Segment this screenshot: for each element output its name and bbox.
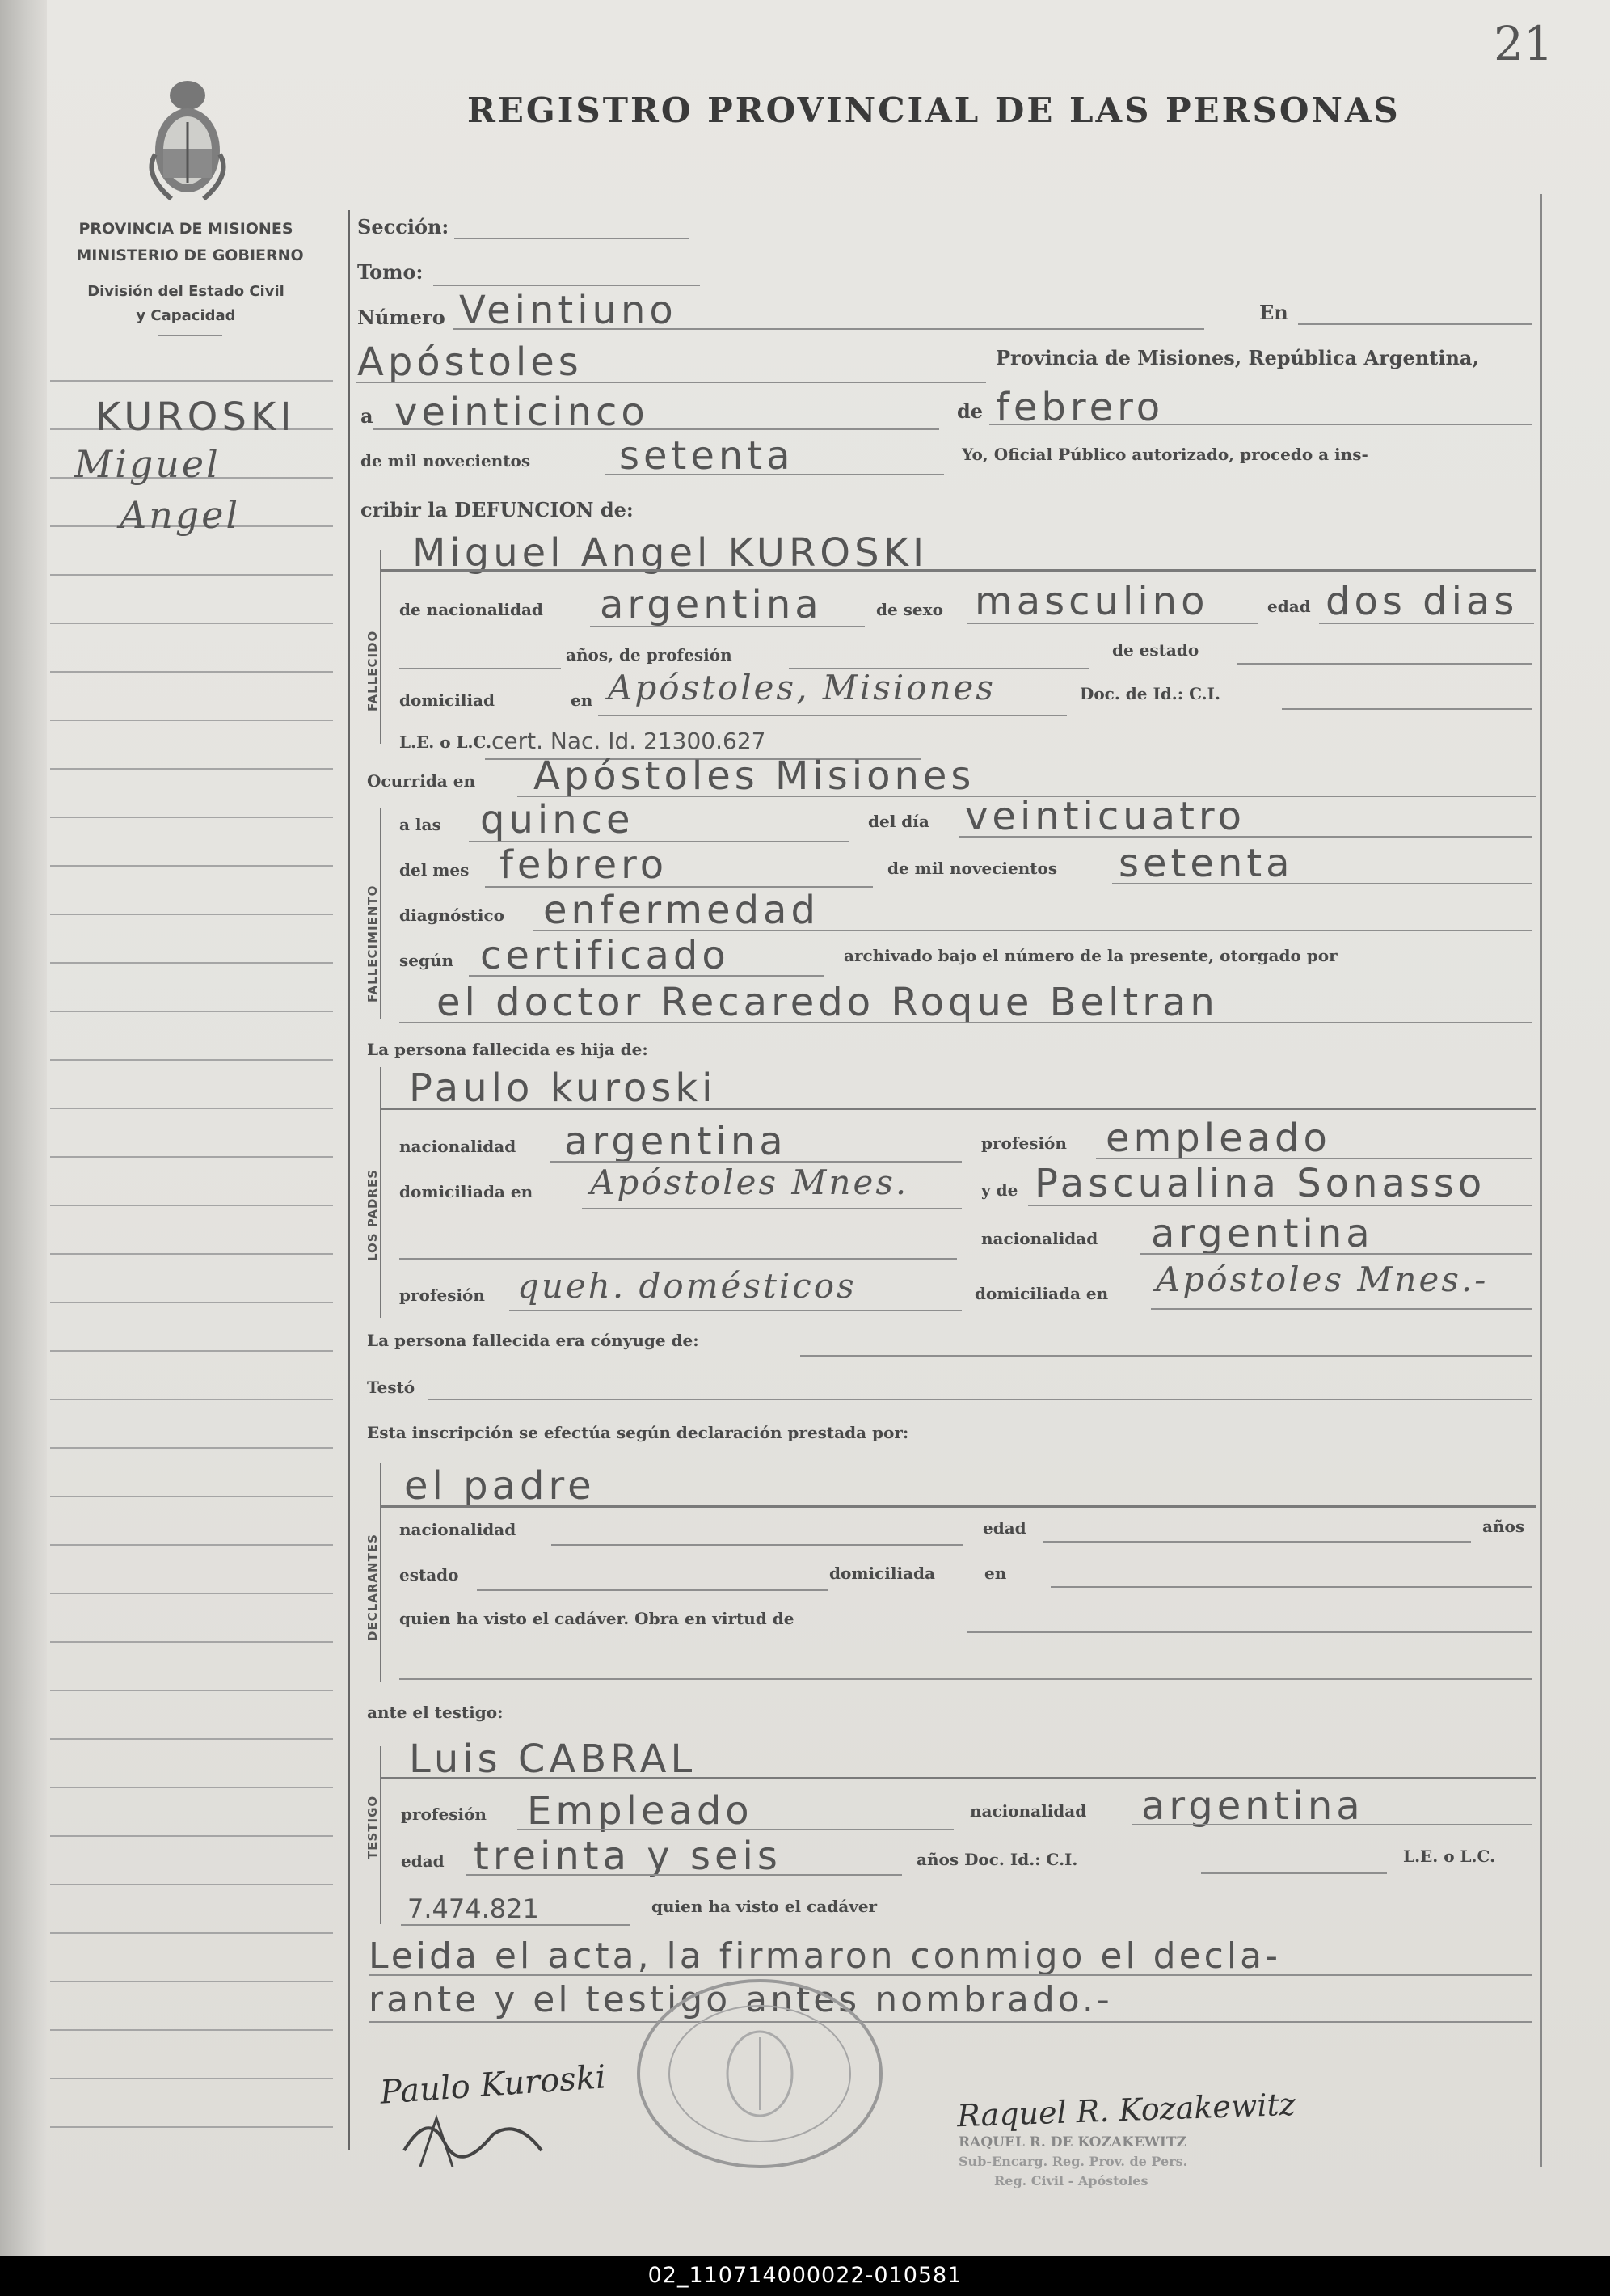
mil-label: de mil novecientos [360, 451, 531, 471]
padre-field [380, 1108, 1536, 1110]
segun-label: según [399, 951, 454, 970]
sidebar-name-1: Miguel [74, 442, 221, 486]
fallecido-domicilio-label: domiciliad [399, 690, 495, 710]
doctor-field [399, 1022, 1532, 1023]
declarante-anos-label: años [1482, 1517, 1525, 1536]
en-label: En [1259, 301, 1288, 324]
testo-field [428, 1399, 1532, 1400]
fallecido-bracket [380, 550, 381, 744]
sidebar-ruled-line [50, 817, 333, 818]
madre-nacionalidad-value: argentina [1151, 1211, 1374, 1256]
declarante-nacionalidad-field [551, 1544, 963, 1546]
year-field [605, 474, 944, 475]
fallecimiento-section-label: FALLECIMIENTO [365, 884, 380, 1002]
fallecido-edad-field [1319, 623, 1534, 624]
fallecido-domicilio-field [598, 715, 1067, 716]
anio-label: de mil novecientos [887, 859, 1058, 878]
testigo-doc-value: 7.474.821 [407, 1893, 539, 1924]
fallecido-sexo-label: de sexo [876, 600, 943, 619]
sidebar-ruled-line [50, 380, 333, 382]
declarante-estado-field [477, 1589, 828, 1591]
seccion-label: Sección: [357, 215, 449, 238]
padres-bracket [380, 1067, 381, 1318]
madre-profesion-label: profesión [399, 1285, 485, 1305]
fallecido-sexo-field [967, 623, 1258, 624]
sidebar-ruled-line [50, 2078, 333, 2079]
declarante-edad-field [1043, 1541, 1471, 1543]
testigo-nacionalidad-field [1132, 1824, 1532, 1825]
fallecido-edad-label: edad [1267, 597, 1311, 616]
sidebar-division: División del Estado Civil [87, 283, 284, 300]
sidebar-surname: KUROSKI [95, 395, 296, 440]
declarante-domiciliada-label: domiciliada [829, 1564, 935, 1583]
madre-value: Pascualina Sonasso [1035, 1161, 1486, 1206]
sidebar-name-2: Angel [120, 493, 241, 537]
sidebar-ruled-line [50, 1593, 333, 1594]
fallecido-doc-field [1282, 708, 1532, 710]
fallecimiento-bracket [380, 808, 381, 1019]
sidebar-ruled-line [50, 1350, 333, 1352]
madre-nacionalidad-field [1140, 1253, 1532, 1255]
declaracion-label: Esta inscripción se efectúa según declaración prestada por: [367, 1423, 909, 1442]
sidebar-ruled-line [50, 1205, 333, 1206]
testigo-ante-label: ante el testigo: [367, 1703, 504, 1722]
month-field [989, 424, 1532, 425]
sidebar-ruled-line [50, 671, 333, 673]
page-number: 21 [1494, 16, 1553, 71]
fallecido-anos-label: años, de profesión [566, 645, 732, 665]
fallecido-section-label: FALLECIDO [365, 630, 380, 711]
doctor-value: el doctor Recaredo Roque Beltran [436, 980, 1219, 1025]
testigo-profesion-value: Empleado [527, 1788, 753, 1834]
sidebar-ruled-line [50, 1641, 333, 1643]
declarantes-section-label: DECLARANTES [365, 1534, 380, 1641]
testigo-name-field [380, 1777, 1536, 1779]
diagnostico-field [533, 930, 1532, 931]
sidebar-ruled-line [50, 1059, 333, 1061]
testigo-ci-field [1201, 1872, 1387, 1874]
declarante-en-label: en [984, 1564, 1007, 1583]
fallecido-estado-label: de estado [1112, 640, 1199, 660]
fallecido-nacionalidad-field [590, 626, 865, 627]
sidebar-ruled-line [50, 1932, 333, 1934]
oficial-label: Yo, Oficial Público autorizado, procedo a ins- [962, 445, 1368, 464]
madre-field [1028, 1205, 1532, 1206]
binding-spine [0, 0, 47, 2256]
sidebar-ruled-line [50, 2126, 333, 2128]
padre-domicilio-value: Apóstoles Mnes. [590, 1163, 909, 1202]
month-value: febrero [996, 385, 1165, 430]
sidebar-ruled-line [50, 962, 333, 964]
sidebar-ruled-line [50, 1496, 333, 1497]
declarante-edad-label: edad [983, 1518, 1026, 1538]
signature-left-flourish-icon [396, 2102, 558, 2175]
testigo-edad-label: edad [401, 1851, 445, 1871]
madre-domiciliada-label: domiciliada en [975, 1284, 1109, 1303]
main-left-border [348, 210, 350, 2150]
testigo-nacionalidad-label: nacionalidad [970, 1801, 1087, 1821]
fallecido-nacionalidad-value: argentina [600, 582, 823, 627]
signature-left: Paulo Kuroski [378, 2058, 608, 2112]
testigo-anos-label: años Doc. Id.: C.I. [917, 1850, 1078, 1869]
sidebar-ruled-line [50, 1108, 333, 1109]
sidebar-ruled-line [50, 1738, 333, 1740]
archivado-label: archivado bajo el número de la presente, otorgado por [844, 946, 1338, 965]
sidebar-ruled-line [50, 1690, 333, 1691]
declarante-field [380, 1505, 1536, 1508]
ocurrida-value: Apóstoles Misiones [533, 753, 976, 799]
madre-profesion-field [509, 1310, 962, 1311]
diagnostico-value: enfermedad [543, 888, 820, 933]
sidebar-ruled-line [50, 1011, 333, 1012]
fallecido-le-label: L.E. o L.C. [399, 732, 492, 752]
fallecido-edad-value: dos dias [1326, 579, 1519, 624]
main-right-border [1540, 194, 1542, 2167]
coat-of-arms-icon [139, 78, 236, 207]
fallecido-sexo-value: masculino [975, 579, 1209, 624]
testo-label: Testó [367, 1378, 415, 1397]
testigo-cadaver-label: quien ha visto el cadáver [651, 1897, 878, 1916]
padre-domiciliada-label: domiciliada en [399, 1182, 533, 1201]
sidebar-ruled-line [50, 574, 333, 576]
closing-line-1: Leida el acta, la firmaron conmigo el decla- [369, 1935, 1281, 1977]
day-field [373, 428, 939, 430]
sidebar-ministry: MINISTERIO DE GOBIERNO [76, 247, 304, 264]
padre-value: Paulo kuroski [409, 1066, 717, 1111]
seccion-field [454, 238, 689, 239]
madre-nacionalidad-label: nacionalidad [981, 1229, 1098, 1248]
a-label: a [360, 404, 373, 428]
sidebar-ruled-line [50, 720, 333, 721]
padre-nacionalidad-value: argentina [564, 1119, 787, 1164]
sidebar-ruled-line [50, 623, 333, 624]
segun-value: certificado [480, 933, 730, 978]
day-value: veinticinco [394, 390, 649, 435]
numero-label: Número [357, 306, 445, 329]
padre-nacionalidad-label: nacionalidad [399, 1137, 516, 1156]
sidebar-ruled-line [50, 2029, 333, 2031]
place-value: Apóstoles [357, 340, 583, 385]
testigo-bracket [380, 1746, 381, 1924]
fallecido-en-label: en [571, 690, 593, 710]
numero-value: Veintiuno [459, 288, 677, 333]
declarante-domicilio-field [1051, 1586, 1532, 1588]
signature-stamp-1: RAQUEL R. DE KOZAKEWITZ [959, 2134, 1186, 2150]
testigo-profesion-label: profesión [401, 1804, 487, 1824]
sidebar-ruled-line [50, 1399, 333, 1400]
testigo-edad-field [466, 1874, 902, 1876]
dia-value: veinticuatro [965, 794, 1245, 839]
sidebar-ruled-line [50, 865, 333, 867]
fallecido-doc-label: Doc. de Id.: C.I. [1080, 684, 1220, 703]
madre-domicilio-value: Apóstoles Mnes.- [1156, 1260, 1489, 1299]
official-seal-icon [630, 1973, 889, 2175]
sidebar-ruled-line [50, 1156, 333, 1158]
sidebar-ruled-line [50, 1835, 333, 1837]
madre-profesion-value: queh. domésticos [517, 1266, 857, 1306]
fallecido-name: Miguel Angel KUROSKI [412, 530, 929, 576]
mes-value: febrero [499, 842, 668, 888]
testigo-doc-field [401, 1924, 630, 1926]
a-las-label: a las [399, 815, 441, 834]
signature-right: Raquel R. Kozakewitz [956, 2086, 1296, 2134]
de-label: de [957, 399, 984, 423]
year-value: setenta [619, 433, 794, 479]
sidebar-ruled-line [50, 1253, 333, 1255]
numero-field [453, 328, 1204, 330]
closing-line-2: rante y el testigo antes nombrado.- [369, 1979, 1113, 2020]
tomo-field [433, 285, 700, 286]
declarantes-bracket [380, 1463, 381, 1682]
diagnostico-label: diagnóstico [399, 905, 505, 925]
fallecido-anos-field [399, 668, 561, 669]
conyuge-field [800, 1355, 1532, 1357]
sidebar-ruled-line [50, 1544, 333, 1546]
place-field [356, 382, 986, 383]
anio-value: setenta [1119, 841, 1294, 886]
padre-profesion-value: empleado [1106, 1116, 1331, 1161]
ocurrida-label: Ocurrida en [367, 771, 475, 791]
sidebar-division-2: y Capacidad [136, 307, 236, 324]
padres-section-label: LOS PADRES [365, 1168, 380, 1261]
dia-field [959, 836, 1532, 838]
fallecido-nacionalidad-label: de nacionalidad [399, 600, 543, 619]
declarante-cadaver-label: quien ha visto el cadáver. Obra en virtud de [399, 1609, 794, 1628]
testigo-profesion-field [517, 1829, 954, 1830]
signature-stamp-2: Sub-Encarg. Reg. Prov. de Pers. [959, 2154, 1188, 2169]
sidebar-ruled-line [50, 1447, 333, 1449]
en-field [1298, 323, 1532, 325]
anio-field [1112, 883, 1532, 884]
hija-label: La persona fallecida es hija de: [367, 1040, 648, 1059]
testigo-section-label: TESTIGO [365, 1795, 380, 1859]
testigo-nacionalidad-value: argentina [1141, 1783, 1364, 1829]
testigo-le-label: L.E. o L.C. [1403, 1847, 1496, 1866]
segun-field [469, 975, 824, 977]
declarante-estado-label: estado [399, 1565, 459, 1585]
declarante-obra-field [967, 1631, 1532, 1633]
testigo-edad-value: treinta y seis [474, 1834, 782, 1879]
fallecido-name-field [380, 569, 1536, 572]
fallecido-le-value: cert. Nac. Id. 21300.627 [491, 728, 766, 754]
sidebar-ruled-line [50, 1981, 333, 1982]
page-title: REGISTRO PROVINCIAL DE LAS PERSONAS [467, 91, 1401, 130]
provincia-label: Provincia de Misiones, República Argentina, [996, 346, 1479, 369]
fallecido-domicilio-value: Apóstoles, Misiones [608, 668, 996, 707]
sidebar-underline [158, 335, 222, 336]
tomo-label: Tomo: [357, 260, 424, 284]
madre-blank-field [399, 1258, 957, 1260]
sidebar-ruled-line [50, 1302, 333, 1303]
padre-profesion-field [1096, 1158, 1532, 1159]
signature-stamp-3: Reg. Civil - Apóstoles [994, 2173, 1148, 2188]
padre-domicilio-field [582, 1208, 962, 1209]
y-de-label: y de [981, 1180, 1018, 1200]
closing-field-1 [369, 1974, 1532, 1976]
sidebar-ruled-line [50, 1787, 333, 1788]
declarante-value: el padre [404, 1463, 596, 1509]
sidebar-ruled-line [50, 1884, 333, 1885]
fallecido-estado-field [1237, 663, 1532, 665]
declarante-nacionalidad-label: nacionalidad [399, 1520, 516, 1539]
madre-domicilio-field [1151, 1308, 1532, 1310]
sidebar-province: PROVINCIA DE MISIONES [78, 220, 293, 238]
sidebar-ruled-line [50, 914, 333, 915]
conyuge-label: La persona fallecida era cónyuge de: [367, 1331, 699, 1350]
declarante-extra-field [399, 1678, 1532, 1680]
dia-label: del día [868, 812, 929, 831]
hora-value: quince [480, 797, 634, 842]
caption-text: 02_110714000022-010581 [647, 2263, 963, 2288]
padre-profesion-label: profesión [981, 1133, 1067, 1153]
mes-label: del mes [399, 860, 470, 880]
inscribir-label: cribir la DEFUNCION de: [360, 498, 634, 521]
closing-field-2 [369, 2021, 1532, 2023]
sidebar-ruled-line [50, 768, 333, 770]
testigo-name: Luis CABRAL [409, 1737, 697, 1782]
